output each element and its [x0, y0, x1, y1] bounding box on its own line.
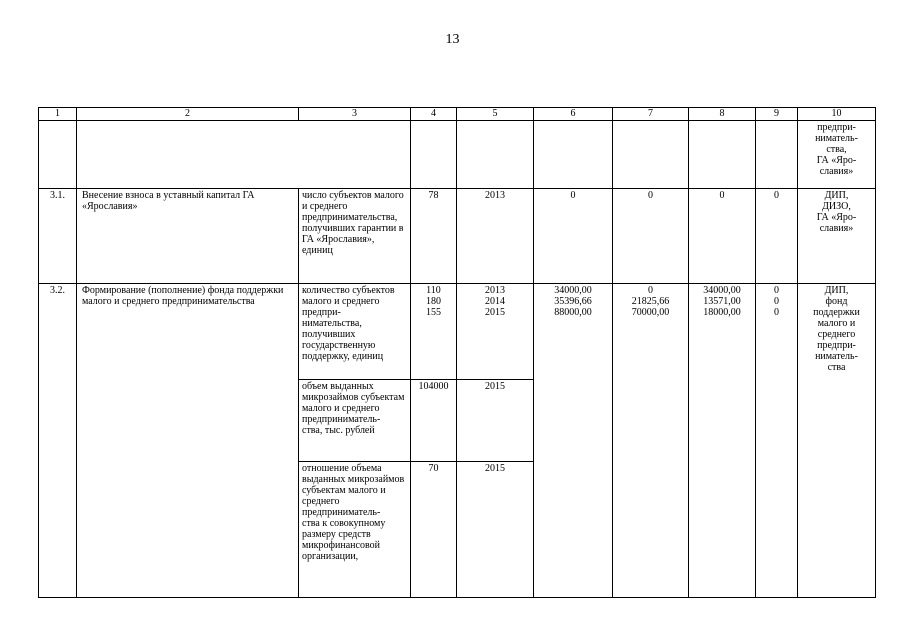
cont-event [77, 121, 411, 189]
row-3-2-values-2: 104000 [411, 380, 457, 462]
row-3-2-indicator-1: количество субъектов малого и среднего предпри- нимательства, получивших государственную поддержку, единиц [299, 284, 411, 380]
row-3-1-regional: 0 [689, 189, 756, 284]
cont-total [534, 121, 613, 189]
row-3-2-event: Формирование (пополнение) фонда поддержки малого и среднего предпринимательства [77, 284, 299, 598]
cont-federal [613, 121, 689, 189]
row-3-2-federal: 0 21825,66 70000,00 [613, 284, 689, 598]
header-col-7: 7 [613, 108, 689, 121]
row-3-1-event: Внесение взноса в уставный капитал ГА «Ярославия» [77, 189, 299, 284]
cont-year [457, 121, 534, 189]
row-3-1-federal: 0 [613, 189, 689, 284]
row-3-2-years-3: 2015 [457, 462, 534, 598]
row-3-1-indicator: число субъектов малого и среднего предпринимательства, получивших гарантии в ГА «Ярославия», единиц [299, 189, 411, 284]
row-3-1-total: 0 [534, 189, 613, 284]
row-3-2-indicator-2: объем выданных микрозаймов субъектам малого и среднего предприниматель- ства, тыс. рублей [299, 380, 411, 462]
cont-regional [689, 121, 756, 189]
row-3-1-num: 3.1. [39, 189, 77, 284]
header-col-4: 4 [411, 108, 457, 121]
header-col-1: 1 [39, 108, 77, 121]
row-3-2-total: 34000,00 35396,66 88000,00 [534, 284, 613, 598]
cont-num [39, 121, 77, 189]
header-col-9: 9 [756, 108, 798, 121]
row-3-2-num: 3.2. [39, 284, 77, 598]
row-3-1-other: 0 [756, 189, 798, 284]
table-row-3-1 [39, 189, 876, 284]
row-3-2-years-1: 2013 2014 2015 [457, 284, 534, 380]
continuation-row [39, 121, 876, 189]
header-row [39, 108, 876, 121]
row-3-1-year: 2013 [457, 189, 534, 284]
row-3-1-value: 78 [411, 189, 457, 284]
row-3-2-values-3: 70 [411, 462, 457, 598]
row-3-2-regional: 34000,00 13571,00 18000,00 [689, 284, 756, 598]
header-col-6: 6 [534, 108, 613, 121]
row-3-2-responsible: ДИП, фонд поддержки малого и среднего предпри- ниматель- ства [798, 284, 876, 598]
header-col-2: 2 [77, 108, 299, 121]
row-3-2-indicator-3: отношение объема выданных микрозаймов субъектам малого и среднего предприниматель- ства к совокупному размеру средств микрофинансовой организации, [299, 462, 411, 598]
row-3-1-responsible: ДИП, ДИЗО, ГА «Яро- славия» [798, 189, 876, 284]
table-row-3-2-a [39, 284, 876, 380]
header-col-10: 10 [798, 108, 876, 121]
header-col-8: 8 [689, 108, 756, 121]
program-table [38, 107, 876, 598]
cont-responsible: предпри- ниматель- ства, ГА «Яро- славия» [798, 121, 876, 189]
row-3-2-values-1: 110 180 155 [411, 284, 457, 380]
row-3-2-other: 0 0 0 [756, 284, 798, 598]
row-3-2-years-2: 2015 [457, 380, 534, 462]
header-col-3: 3 [299, 108, 411, 121]
page-number: 13 [445, 32, 460, 47]
cont-other [756, 121, 798, 189]
cont-value [411, 121, 457, 189]
header-col-5: 5 [457, 108, 534, 121]
